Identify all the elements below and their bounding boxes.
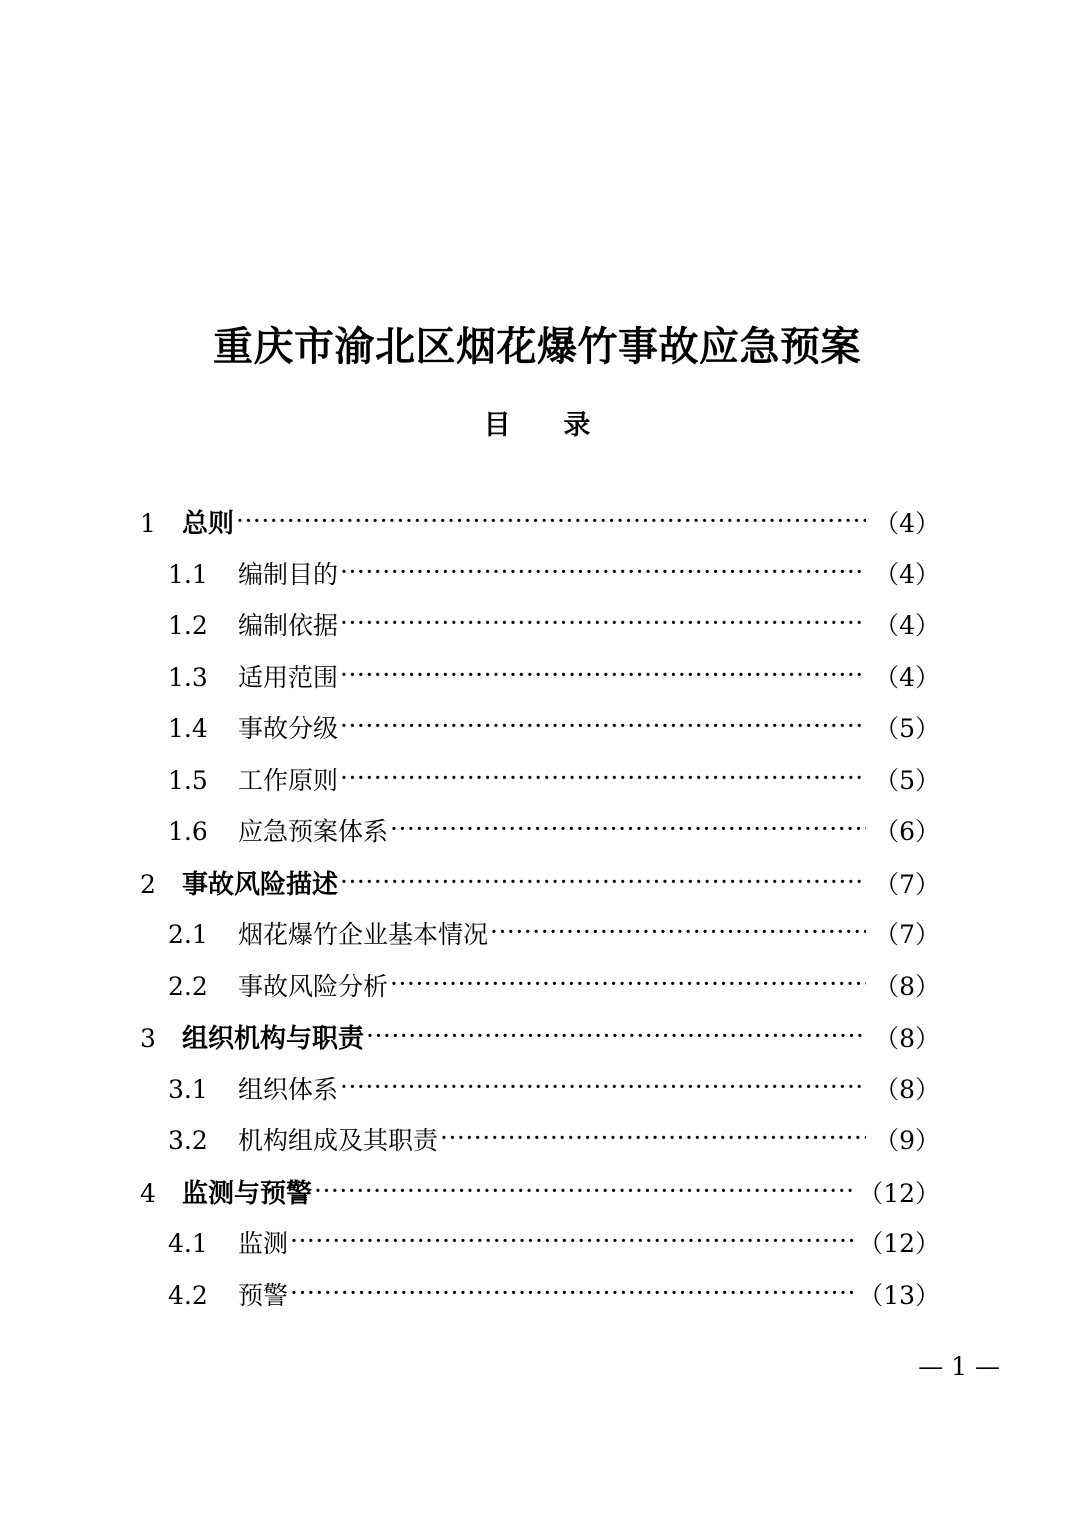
- toc-entry-page-number: （8）: [874, 1024, 940, 1053]
- toc-entry[interactable]: [140, 1173, 940, 1225]
- toc-entry-label: 事故风险分析: [238, 971, 389, 1001]
- toc-entry-page-number: （6）: [874, 817, 940, 846]
- toc-entry-number: 1.3: [168, 662, 208, 692]
- toc-entry-label: 组织体系: [238, 1074, 339, 1104]
- toc-entry[interactable]: [140, 1070, 940, 1122]
- toc-leader-dots: [340, 764, 866, 789]
- toc-leader-dots: [340, 868, 866, 893]
- toc-entry-page-number: （9）: [874, 1126, 940, 1155]
- toc-entry[interactable]: [140, 709, 940, 761]
- toc-entry-number: 1.1: [168, 559, 208, 589]
- toc-entry[interactable]: [140, 967, 940, 1019]
- toc-entry-label: 监测: [238, 1229, 289, 1258]
- toc-entry-label: 适用范围: [238, 662, 339, 692]
- toc-entry[interactable]: [140, 606, 940, 658]
- toc-entry-number: 2.2: [168, 971, 208, 1001]
- toc-entry-page-number: （4）: [874, 662, 940, 692]
- toc-leader-dots: [340, 712, 866, 737]
- toc-entry-number: 3.1: [168, 1074, 208, 1104]
- toc-entry-number: 4: [140, 1178, 156, 1208]
- toc-leader-dots: [390, 970, 866, 995]
- toc-entry-label: 监测与预警: [182, 1178, 313, 1209]
- toc-entry[interactable]: [140, 658, 940, 710]
- toc-entry-page-number: （5）: [874, 765, 940, 795]
- toc-entry[interactable]: [140, 812, 940, 864]
- toc-entry-page-number: （7）: [874, 920, 940, 949]
- toc-entry-number: 1.6: [168, 817, 208, 846]
- toc-entry[interactable]: [140, 915, 940, 967]
- toc-entry-page-number: （12）: [858, 1178, 940, 1208]
- toc-leader-dots: [490, 918, 866, 943]
- toc-entry-page-number: （4）: [874, 611, 940, 640]
- toc-entry-number: 1.4: [168, 714, 208, 743]
- page-title: 重庆市渝北区烟花爆竹事故应急预案: [213, 323, 861, 370]
- toc-leader-dots: [440, 1124, 866, 1149]
- toc-entry-label: 编制目的: [238, 559, 339, 589]
- toc-entry-number: 2.1: [168, 920, 208, 949]
- toc-entry[interactable]: [140, 1276, 940, 1328]
- toc-heading-char-left: 目: [483, 410, 511, 441]
- toc-entry-label: 烟花爆竹企业基本情况: [238, 920, 489, 949]
- toc-leader-dots: [340, 1073, 866, 1098]
- toc-leader-dots: [290, 1227, 856, 1252]
- toc-entry[interactable]: [140, 555, 940, 607]
- toc-entry-number: 1.2: [168, 611, 208, 640]
- toc-entry[interactable]: [140, 503, 940, 555]
- toc-entry-page-number: （13）: [858, 1280, 940, 1310]
- toc-entry-label: 机构组成及其职责: [238, 1126, 439, 1155]
- toc-leader-dots: [390, 815, 866, 840]
- toc-entry-label: 编制依据: [238, 611, 339, 640]
- toc-leader-dots: [290, 1279, 856, 1304]
- toc-entry-label: 组织机构与职责: [182, 1024, 365, 1054]
- toc-entry-label: 总则: [182, 509, 235, 539]
- toc-entry-page-number: （8）: [874, 1074, 940, 1104]
- toc-entry-label: 事故分级: [238, 714, 339, 743]
- toc-entry-number: 3.2: [168, 1126, 208, 1155]
- page-number-footer: — 1 —: [918, 1352, 1000, 1381]
- toc-entry[interactable]: [140, 1121, 940, 1173]
- toc-entry-number: 1.5: [168, 765, 208, 795]
- toc-entry-label: 事故风险描述: [182, 869, 339, 900]
- toc-heading-char-right: 录: [563, 410, 591, 441]
- table-of-contents-heading: [0, 407, 1074, 445]
- toc-entry[interactable]: [140, 864, 940, 916]
- toc-entry-page-number: （12）: [858, 1229, 940, 1258]
- toc-leader-dots: [236, 507, 866, 532]
- toc-entry-page-number: （7）: [874, 869, 940, 899]
- toc-leader-dots: [340, 558, 866, 583]
- toc-entry-number: 2: [140, 869, 156, 899]
- toc-entry-label: 应急预案体系: [238, 817, 389, 846]
- toc-entry-page-number: （4）: [874, 509, 940, 538]
- toc-entry-number: 4.1: [168, 1229, 208, 1258]
- toc-entry-label: 工作原则: [238, 765, 339, 795]
- table-of-contents-list: [140, 503, 940, 1327]
- toc-leader-dots: [340, 609, 866, 634]
- toc-leader-dots: [366, 1022, 866, 1047]
- toc-entry-number: 1: [140, 509, 156, 538]
- toc-entry-page-number: （5）: [874, 714, 940, 743]
- toc-entry-number: 3: [140, 1024, 156, 1053]
- toc-entry-page-number: （8）: [874, 971, 940, 1001]
- toc-entry-page-number: （4）: [874, 559, 940, 589]
- toc-entry-number: 4.2: [168, 1280, 208, 1310]
- toc-leader-dots: [340, 661, 866, 686]
- toc-entry[interactable]: [140, 761, 940, 813]
- toc-entry-label: 预警: [238, 1280, 289, 1310]
- toc-entry[interactable]: [140, 1224, 940, 1276]
- toc-entry[interactable]: [140, 1018, 940, 1070]
- toc-leader-dots: [314, 1177, 856, 1202]
